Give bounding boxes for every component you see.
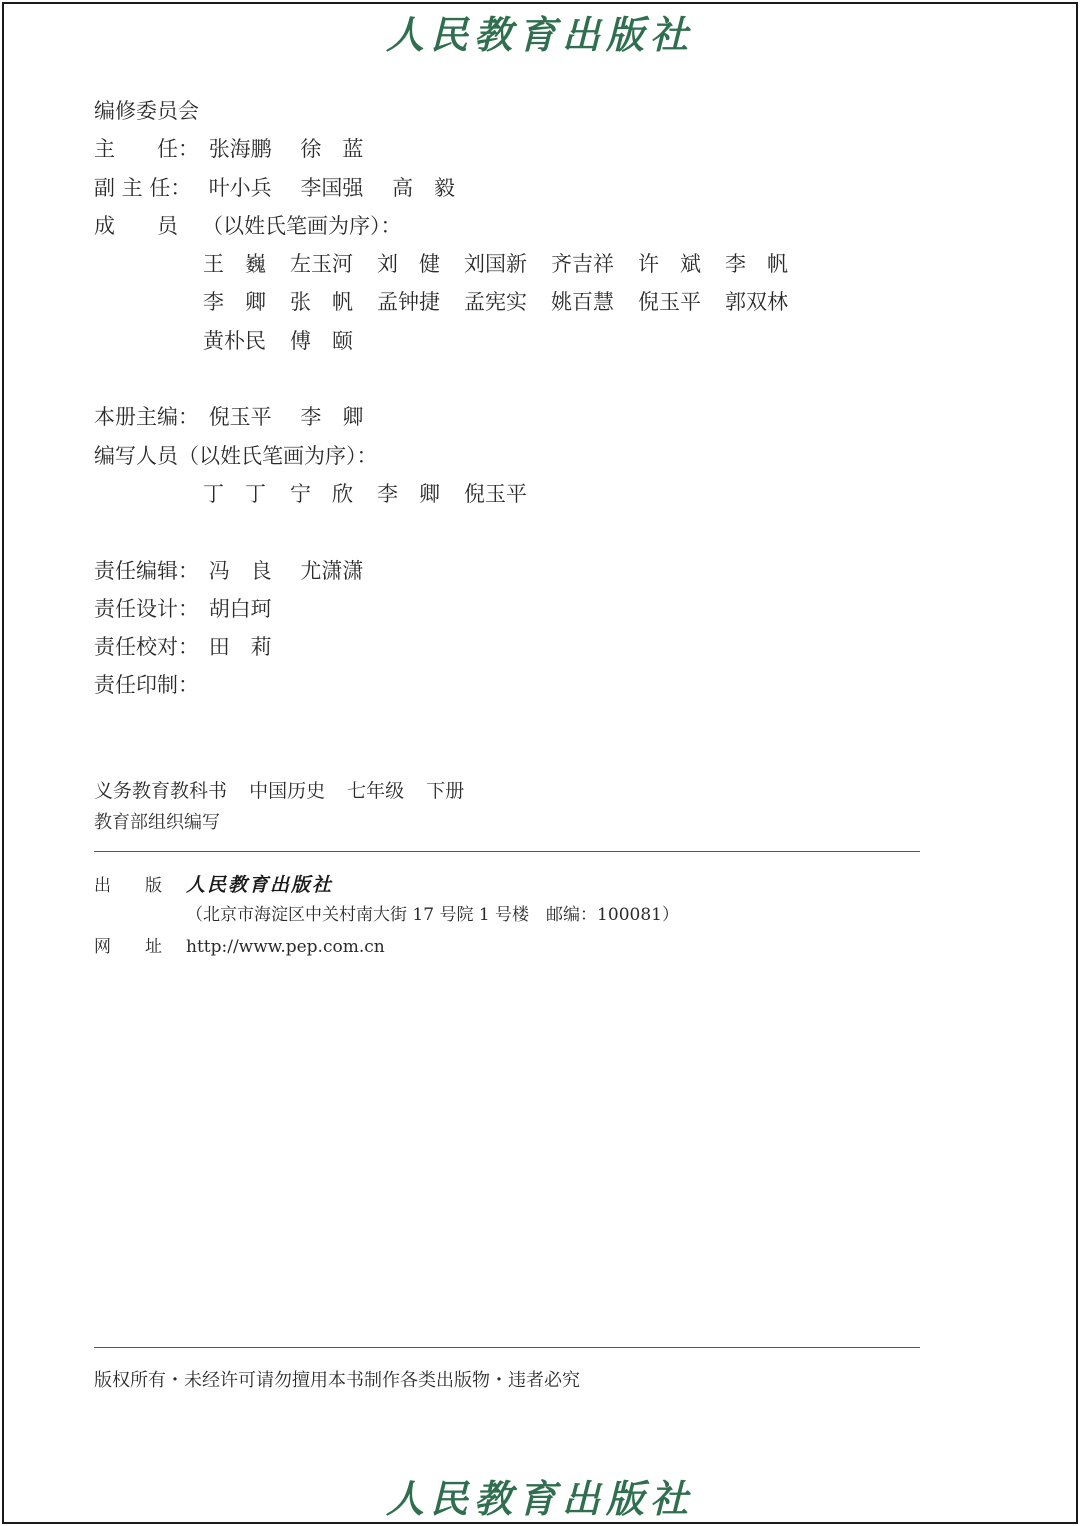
responsible-editors-label: 责任编辑： (94, 558, 199, 583)
member-name: 刘 健 (377, 252, 440, 277)
responsible-proofreading-label: 责任校对： (94, 635, 199, 660)
members-list (94, 245, 924, 360)
publisher-logo-top: 人民教育出版社 (385, 12, 695, 57)
book-title (94, 776, 480, 803)
member-name: 李 卿 (203, 290, 266, 315)
writers-list (94, 475, 924, 513)
members-names-row (203, 283, 924, 321)
website-label: 网 址 (94, 937, 162, 957)
publisher-row (94, 870, 333, 897)
responsible-proofreader-name: 田 莉 (208, 635, 272, 660)
responsible-printing-row (94, 666, 924, 704)
credits-section (94, 92, 924, 705)
responsible-proofreading-row (94, 628, 924, 666)
spacer (94, 360, 924, 398)
chief-editor-name: 倪玉平 (208, 405, 272, 430)
book-series: 义务教育教科书 (94, 780, 228, 802)
publisher-name-logo: 人民教育出版社 (186, 874, 334, 896)
members-label: 成 员 (94, 213, 178, 238)
publisher-logo-bottom: 人民教育出版社 (385, 1476, 695, 1521)
member-name: 孟宪实 (464, 290, 527, 315)
divider (94, 1347, 920, 1348)
chief-editor-name: 李 卿 (300, 405, 364, 430)
writers-label: 编写人员 (94, 443, 178, 468)
writers-names-row (203, 475, 924, 513)
spacer (94, 513, 924, 551)
director-row (94, 130, 924, 168)
publisher-address: （北京市海淀区中关村南大街 17 号院 1 号楼 邮编：100081） (186, 905, 679, 925)
vice-director-label: 副 主 任： (94, 175, 192, 200)
member-name: 姚百慧 (551, 290, 614, 315)
member-name: 孟钟捷 (377, 290, 440, 315)
writers-row (94, 437, 924, 475)
copyright-notice: 版权所有・未经许可请勿擅用本书制作各类出版物・违者必究 (94, 1370, 580, 1391)
responsible-design-label: 责任设计： (94, 596, 199, 621)
responsible-editor-name: 尤潇潇 (300, 558, 364, 583)
vice-director-name: 高 毅 (392, 175, 456, 200)
member-name: 许 斌 (638, 252, 701, 277)
director-label: 主 任： (94, 137, 199, 162)
publisher-label: 出 版 (94, 876, 162, 896)
writer-name: 倪玉平 (464, 481, 527, 506)
members-row (94, 207, 924, 245)
book-grade: 七年级 (347, 780, 405, 802)
member-name: 王 巍 (203, 252, 266, 277)
responsible-editors-row (94, 552, 924, 590)
vice-director-name: 叶小兵 (208, 175, 272, 200)
member-name: 刘国新 (464, 252, 527, 277)
writer-name: 丁 丁 (203, 481, 266, 506)
vice-director-name: 李国强 (300, 175, 364, 200)
member-name: 齐吉祥 (551, 252, 614, 277)
responsible-design-row (94, 590, 924, 628)
director-name: 徐 蓝 (300, 137, 364, 162)
divider (94, 851, 920, 852)
website-link[interactable]: http://www.pep.com.cn (186, 937, 385, 957)
member-name: 左玉河 (290, 252, 353, 277)
member-name: 张 帆 (290, 290, 353, 315)
member-name: 倪玉平 (638, 290, 701, 315)
director-name: 张海鹏 (208, 137, 272, 162)
responsible-printing-label: 责任印制： (94, 673, 199, 698)
writer-name: 李 卿 (377, 481, 440, 506)
vice-director-row (94, 169, 924, 207)
member-name: 李 帆 (725, 252, 788, 277)
website-row (94, 932, 385, 957)
member-name: 傅 颐 (290, 328, 353, 353)
chief-editor-label: 本册主编： (94, 405, 199, 430)
committee-title: 编修委员会 (94, 99, 199, 123)
chief-editor-row (94, 398, 924, 436)
member-name: 郭双林 (725, 290, 788, 315)
book-volume: 下册 (426, 780, 465, 802)
members-names-row (203, 245, 924, 283)
members-note: （以姓氏笔画为序）： (202, 213, 402, 238)
member-name: 黄朴民 (203, 328, 266, 353)
members-names-row (203, 322, 924, 360)
responsible-designer-name: 胡白珂 (208, 596, 272, 621)
responsible-editor-name: 冯 良 (208, 558, 272, 583)
book-subject: 中国历史 (249, 780, 326, 802)
writer-name: 宁 欣 (290, 481, 353, 506)
compiled-by: 教育部组织编写 (94, 812, 220, 833)
writers-note: （以姓氏笔画为序）： (178, 443, 378, 468)
